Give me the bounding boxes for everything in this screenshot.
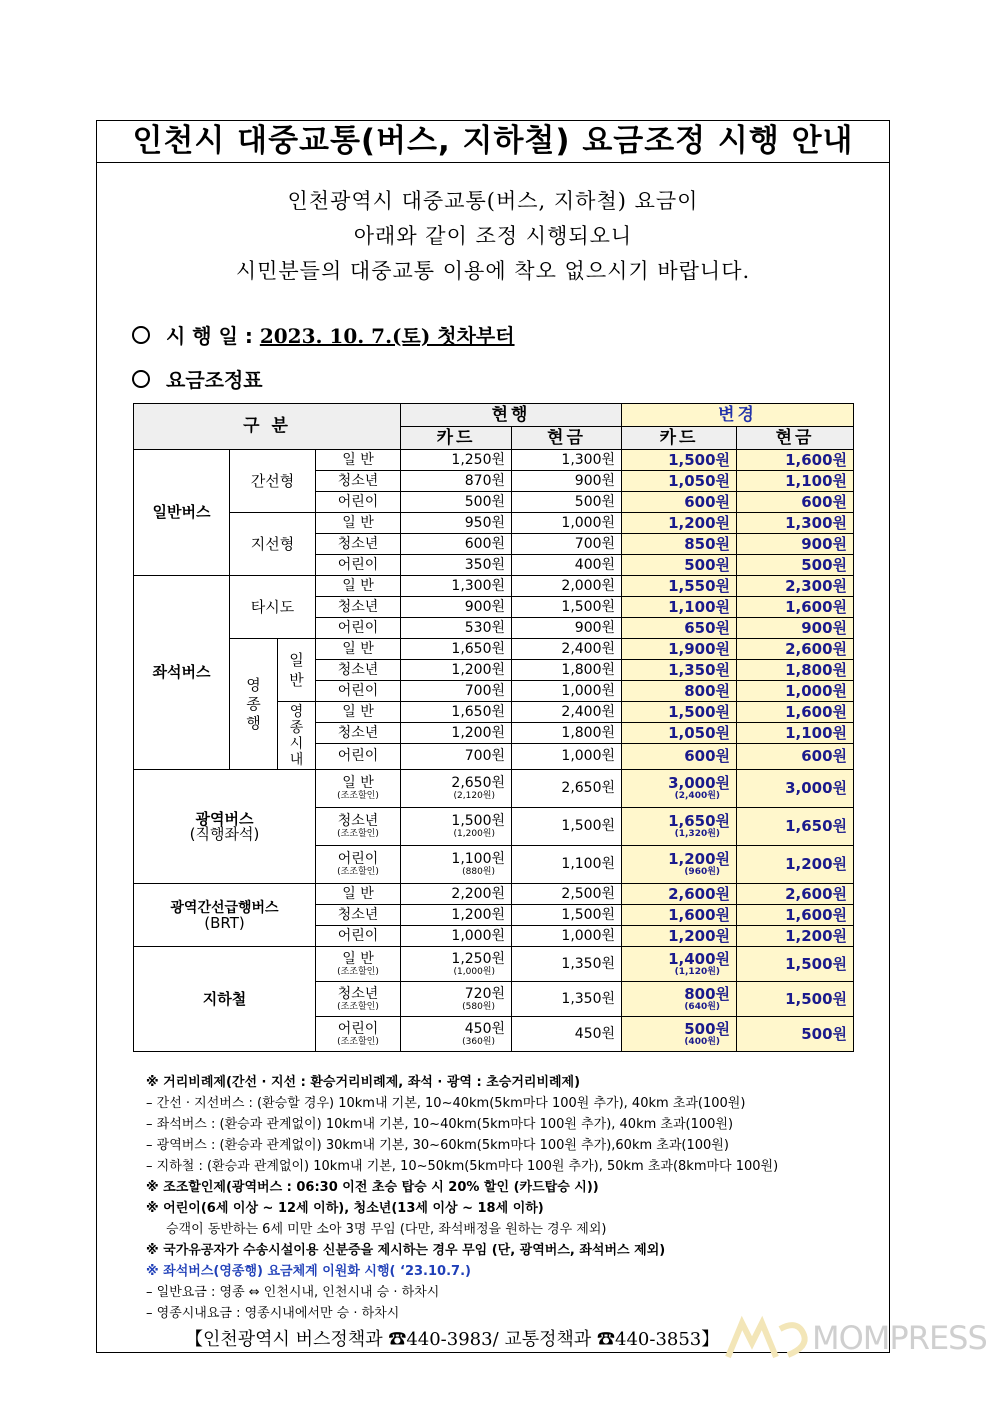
changed-card-value: 1,200원 bbox=[668, 850, 731, 868]
header-changed-card: 카드 bbox=[622, 427, 737, 450]
current-cash: 1,500원 bbox=[512, 905, 622, 926]
changed-cash: 2,300원 bbox=[737, 576, 854, 597]
contact-footer: 【인천광역시 버스정책과 ☎440-3983/ 교통정책과 ☎440-3853】 bbox=[185, 1329, 720, 1350]
table-row bbox=[134, 770, 854, 808]
note-early-discount: ※ 조조할인제(광역버스 : 06:30 이전 초승 탑승 시 20% 할인 (카드탑승 시)) bbox=[146, 1180, 599, 1195]
current-card-discount: (1,000원) bbox=[453, 966, 496, 977]
current-card-value: 1,500원 bbox=[451, 813, 506, 829]
current-card: 2,200원 bbox=[401, 884, 512, 905]
changed-card-discount: (2,400원) bbox=[674, 791, 721, 801]
early-discount-label: (조조할인) bbox=[337, 791, 379, 801]
current-card: 500원 bbox=[401, 492, 512, 513]
current-card bbox=[401, 982, 512, 1017]
current-card-discount: (2,120원) bbox=[453, 791, 496, 801]
notes-section bbox=[146, 1072, 886, 1324]
subgroup-yeongjong-general bbox=[278, 639, 316, 702]
changed-cash: 1,600원 bbox=[737, 450, 854, 471]
type-youth: 청소년 bbox=[316, 660, 401, 681]
current-card bbox=[401, 1017, 512, 1052]
subgroup-branch: 지선형 bbox=[230, 513, 316, 576]
current-cash: 1,500원 bbox=[512, 597, 622, 618]
header-changed-cash: 현금 bbox=[737, 427, 854, 450]
changed-cash: 3,000원 bbox=[737, 770, 854, 808]
changed-cash: 1,000원 bbox=[737, 681, 854, 702]
current-card: 1,200원 bbox=[401, 660, 512, 681]
group-seat-bus: 좌석버스 bbox=[134, 576, 230, 770]
changed-card: 1,350원 bbox=[622, 660, 737, 681]
current-card: 350원 bbox=[401, 555, 512, 576]
type-youth-discount bbox=[316, 808, 401, 846]
table-row bbox=[134, 450, 854, 471]
early-discount-label: (조조할인) bbox=[337, 867, 379, 877]
current-card-discount: (880원) bbox=[462, 867, 496, 877]
changed-cash: 1,500원 bbox=[737, 947, 854, 982]
table-row bbox=[134, 576, 854, 597]
current-cash: 1,800원 bbox=[512, 660, 622, 681]
subgroup-tashido: 타시도 bbox=[230, 576, 316, 639]
type-youth: 청소년 bbox=[316, 534, 401, 555]
changed-card: 600원 bbox=[622, 492, 737, 513]
type-child: 어린이 bbox=[316, 492, 401, 513]
current-card: 1,000원 bbox=[401, 926, 512, 947]
watermark-text: MOMPRESS bbox=[812, 1319, 987, 1357]
fare-table-title: 요금조정표 bbox=[166, 368, 263, 392]
changed-cash: 500원 bbox=[737, 1017, 854, 1052]
changed-cash: 1,600원 bbox=[737, 597, 854, 618]
header-current-card: 카드 bbox=[401, 427, 512, 450]
current-card: 1,250원 bbox=[401, 450, 512, 471]
brt-sublabel: (BRT) bbox=[204, 913, 245, 932]
metro-bus-sublabel: (직행좌석) bbox=[189, 824, 260, 843]
subgroup-yeongjong bbox=[230, 639, 278, 770]
current-cash: 1,350원 bbox=[512, 982, 622, 1017]
changed-card-value: 1,650원 bbox=[668, 812, 731, 830]
type-youth: 청소년 bbox=[337, 813, 379, 829]
note-item: – 광역버스 : (환승과 관계없이) 30km내 기본, 30~60km(5km마다 100원 추가),60km 초과(100원) bbox=[146, 1138, 729, 1153]
changed-cash: 1,300원 bbox=[737, 513, 854, 534]
current-cash: 900원 bbox=[512, 618, 622, 639]
changed-card: 600원 bbox=[622, 744, 737, 770]
changed-cash: 1,500원 bbox=[737, 982, 854, 1017]
page-title: 인천시 대중교통(버스, 지하철) 요금조정 시행 안내 bbox=[132, 123, 854, 159]
current-cash: 400원 bbox=[512, 555, 622, 576]
circle-bullet-icon bbox=[132, 370, 150, 388]
current-cash: 1,000원 bbox=[512, 744, 622, 770]
changed-card-value: 500원 bbox=[684, 1019, 731, 1038]
changed-card: 500원 bbox=[622, 555, 737, 576]
changed-card: 1,500원 bbox=[622, 702, 737, 723]
changed-card: 1,900원 bbox=[622, 639, 737, 660]
current-card: 600원 bbox=[401, 534, 512, 555]
note-item: – 일반요금 : 영종 ⇔ 인천시내, 인천시내 승 · 하차시 bbox=[146, 1285, 440, 1300]
changed-card-value: 800원 bbox=[684, 984, 731, 1003]
current-card: 1,650원 bbox=[401, 702, 512, 723]
circle-bullet-icon bbox=[132, 326, 150, 344]
type-child: 어린이 bbox=[316, 681, 401, 702]
current-card bbox=[401, 947, 512, 982]
type-youth-discount bbox=[316, 982, 401, 1017]
type-adult: 일 반 bbox=[316, 639, 401, 660]
current-card-discount: (580원) bbox=[462, 1001, 496, 1012]
group-brt bbox=[134, 884, 316, 947]
note-age-definition: ※ 어린이(6세 이상 ~ 12세 이하), 청소년(13세 이상 ~ 18세 이하) bbox=[146, 1201, 544, 1216]
changed-cash: 1,800원 bbox=[737, 660, 854, 681]
type-adult: 일 반 bbox=[316, 450, 401, 471]
current-card bbox=[401, 846, 512, 884]
current-card: 700원 bbox=[401, 681, 512, 702]
fare-table bbox=[133, 403, 854, 1052]
current-cash: 1,500원 bbox=[512, 808, 622, 846]
type-child: 어린이 bbox=[316, 744, 401, 770]
changed-card bbox=[622, 808, 737, 846]
changed-cash: 600원 bbox=[737, 492, 854, 513]
type-youth: 청소년 bbox=[337, 985, 379, 1002]
note-veterans: ※ 국가유공자가 수송시설이용 신분증을 제시하는 경우 무임 (단, 광역버스, 좌석버스 제외) bbox=[146, 1243, 666, 1258]
changed-card-discount: (1,320원) bbox=[674, 829, 721, 839]
current-cash: 2,500원 bbox=[512, 884, 622, 905]
type-adult: 일 반 bbox=[342, 950, 374, 967]
type-adult: 일 반 bbox=[316, 884, 401, 905]
changed-card bbox=[622, 770, 737, 808]
type-child: 어린이 bbox=[337, 851, 379, 867]
table-row bbox=[134, 513, 854, 534]
current-card-value: 2,650원 bbox=[451, 775, 506, 791]
current-card-value: 720원 bbox=[464, 985, 506, 1002]
table-row bbox=[134, 947, 854, 982]
group-general-bus: 일반버스 bbox=[134, 450, 230, 576]
subgroup-yeongjong-label: 영종행 bbox=[246, 675, 261, 732]
table-row bbox=[134, 884, 854, 905]
current-card: 870원 bbox=[401, 471, 512, 492]
note-item: – 간선 · 지선버스 : (환승할 경우) 10km내 기본, 10~40km(5km마다 100원 추가), 40km 초과(100원) bbox=[146, 1096, 746, 1111]
fare-table-heading bbox=[132, 364, 263, 393]
effective-date-label: 시 행 일 : bbox=[166, 324, 253, 348]
changed-cash: 1,200원 bbox=[737, 846, 854, 884]
changed-card: 1,050원 bbox=[622, 723, 737, 744]
current-card: 950원 bbox=[401, 513, 512, 534]
group-metro-bus bbox=[134, 770, 316, 884]
early-discount-label: (조조할인) bbox=[337, 966, 379, 977]
current-cash: 1,000원 bbox=[512, 513, 622, 534]
current-cash: 2,000원 bbox=[512, 576, 622, 597]
group-subway: 지하철 bbox=[134, 947, 316, 1052]
changed-cash: 1,100원 bbox=[737, 471, 854, 492]
type-child: 어린이 bbox=[316, 926, 401, 947]
header-current: 현행 bbox=[401, 404, 622, 427]
current-card bbox=[401, 770, 512, 808]
changed-cash: 1,100원 bbox=[737, 723, 854, 744]
intro-text bbox=[96, 184, 890, 289]
changed-cash: 900원 bbox=[737, 534, 854, 555]
changed-cash: 900원 bbox=[737, 618, 854, 639]
changed-cash: 1,200원 bbox=[737, 926, 854, 947]
effective-date: 2023. 10. 7.(토) 첫차부터 bbox=[259, 324, 515, 348]
changed-card-discount: (960원) bbox=[684, 867, 721, 877]
changed-card: 2,600원 bbox=[622, 884, 737, 905]
changed-card: 800원 bbox=[622, 681, 737, 702]
changed-card-value: 1,400원 bbox=[668, 949, 731, 968]
changed-card-discount: (640원) bbox=[684, 1001, 721, 1012]
subgroup-yeongjong-city bbox=[278, 702, 316, 770]
current-card: 700원 bbox=[401, 744, 512, 770]
changed-card bbox=[622, 947, 737, 982]
type-adult: 일 반 bbox=[342, 775, 374, 791]
current-card-value: 450원 bbox=[464, 1020, 506, 1037]
changed-card: 1,050원 bbox=[622, 471, 737, 492]
changed-cash: 600원 bbox=[737, 744, 854, 770]
type-adult-discount bbox=[316, 947, 401, 982]
changed-card: 850원 bbox=[622, 534, 737, 555]
subgroup-city-label: 영종시내 bbox=[289, 703, 304, 768]
subgroup-general-label: 일반 bbox=[289, 651, 304, 689]
type-adult: 일 반 bbox=[316, 513, 401, 534]
current-card: 1,200원 bbox=[401, 905, 512, 926]
current-cash: 1,000원 bbox=[512, 681, 622, 702]
intro-line-2: 아래와 같이 조정 시행되오니 bbox=[353, 224, 633, 248]
current-cash: 700원 bbox=[512, 534, 622, 555]
type-child: 어린이 bbox=[316, 618, 401, 639]
changed-card: 650원 bbox=[622, 618, 737, 639]
current-card: 1,200원 bbox=[401, 723, 512, 744]
current-cash: 1,000원 bbox=[512, 926, 622, 947]
changed-cash: 2,600원 bbox=[737, 884, 854, 905]
changed-cash: 1,600원 bbox=[737, 905, 854, 926]
brt-label: 광역간선급행버스 bbox=[170, 899, 279, 916]
changed-card-value: 3,000원 bbox=[668, 774, 731, 792]
note-item: – 좌석버스 : (환승과 관계없이) 10km내 기본, 10~40km(5km마다 100원 추가), 40km 초과(100원) bbox=[146, 1117, 734, 1132]
current-card-value: 1,100원 bbox=[451, 851, 506, 867]
current-card-value: 1,250원 bbox=[451, 950, 506, 967]
current-cash: 1,350원 bbox=[512, 947, 622, 982]
type-adult: 일 반 bbox=[316, 702, 401, 723]
type-child-discount bbox=[316, 1017, 401, 1052]
header-gubun: 구 분 bbox=[134, 404, 401, 450]
type-child-discount bbox=[316, 846, 401, 884]
note-distance-fare: ※ 거리비례제(간선 · 지선 : 환승거리비례제, 좌석 · 광역 : 초승거리비례제) bbox=[146, 1075, 581, 1090]
type-child: 어린이 bbox=[316, 555, 401, 576]
metro-bus-label: 광역버스 bbox=[195, 809, 254, 828]
changed-cash: 1,600원 bbox=[737, 702, 854, 723]
changed-card: 1,500원 bbox=[622, 450, 737, 471]
changed-cash: 500원 bbox=[737, 555, 854, 576]
note-item: – 영종시내요금 : 영종시내에서만 승 · 하차시 bbox=[146, 1306, 400, 1321]
title-divider bbox=[96, 162, 890, 163]
current-card: 530원 bbox=[401, 618, 512, 639]
subgroup-trunk: 간선형 bbox=[230, 450, 316, 513]
current-cash: 2,400원 bbox=[512, 639, 622, 660]
intro-line-3: 시민분들의 대중교통 이용에 착오 없으시기 바랍니다. bbox=[235, 259, 751, 283]
changed-cash: 2,600원 bbox=[737, 639, 854, 660]
note-item: – 지하철 : (환승과 관계없이) 10km내 기본, 10~50km(5km마다 100원 추가), 50km 초과(8km마다 100원) bbox=[146, 1159, 779, 1174]
type-adult: 일 반 bbox=[316, 576, 401, 597]
changed-card bbox=[622, 982, 737, 1017]
current-cash: 1,100원 bbox=[512, 846, 622, 884]
table-row bbox=[134, 639, 854, 660]
type-youth: 청소년 bbox=[316, 471, 401, 492]
current-cash: 2,400원 bbox=[512, 702, 622, 723]
changed-card: 1,200원 bbox=[622, 513, 737, 534]
changed-card-discount: (400원) bbox=[684, 1036, 721, 1047]
changed-card bbox=[622, 1017, 737, 1052]
early-discount-label: (조조할인) bbox=[337, 1036, 379, 1047]
changed-card bbox=[622, 846, 737, 884]
current-card: 900원 bbox=[401, 597, 512, 618]
note-item: 승객이 동반하는 6세 미만 소아 3명 무임 (다만, 좌석배정을 원하는 경우 제외) bbox=[166, 1222, 607, 1237]
changed-card: 1,200원 bbox=[622, 926, 737, 947]
type-youth: 청소년 bbox=[316, 905, 401, 926]
current-cash: 1,800원 bbox=[512, 723, 622, 744]
type-youth: 청소년 bbox=[316, 597, 401, 618]
intro-line-1: 인천광역시 대중교통(버스, 지하철) 요금이 bbox=[287, 189, 699, 213]
type-adult-discount bbox=[316, 770, 401, 808]
early-discount-label: (조조할인) bbox=[337, 1001, 379, 1012]
current-cash: 450원 bbox=[512, 1017, 622, 1052]
effective-date-line bbox=[132, 320, 515, 349]
current-card-discount: (1,200원) bbox=[453, 829, 496, 839]
changed-card: 1,550원 bbox=[622, 576, 737, 597]
note-yeongjong: ※ 좌석버스(영종행) 요금체계 이원화 시행( ‘23.10.7.) bbox=[146, 1264, 471, 1279]
type-child: 어린이 bbox=[337, 1020, 379, 1037]
changed-card-discount: (1,120원) bbox=[674, 966, 721, 977]
current-card: 1,650원 bbox=[401, 639, 512, 660]
header-current-cash: 현금 bbox=[512, 427, 622, 450]
current-cash: 900원 bbox=[512, 471, 622, 492]
current-cash: 500원 bbox=[512, 492, 622, 513]
early-discount-label: (조조할인) bbox=[337, 829, 379, 839]
current-cash: 2,650원 bbox=[512, 770, 622, 808]
changed-card: 1,100원 bbox=[622, 597, 737, 618]
current-card bbox=[401, 808, 512, 846]
current-cash: 1,300원 bbox=[512, 450, 622, 471]
current-card: 1,300원 bbox=[401, 576, 512, 597]
changed-cash: 1,650원 bbox=[737, 808, 854, 846]
current-card-discount: (360원) bbox=[462, 1036, 496, 1047]
type-youth: 청소년 bbox=[316, 723, 401, 744]
header-changed: 변경 bbox=[622, 404, 854, 427]
changed-card: 1,600원 bbox=[622, 905, 737, 926]
